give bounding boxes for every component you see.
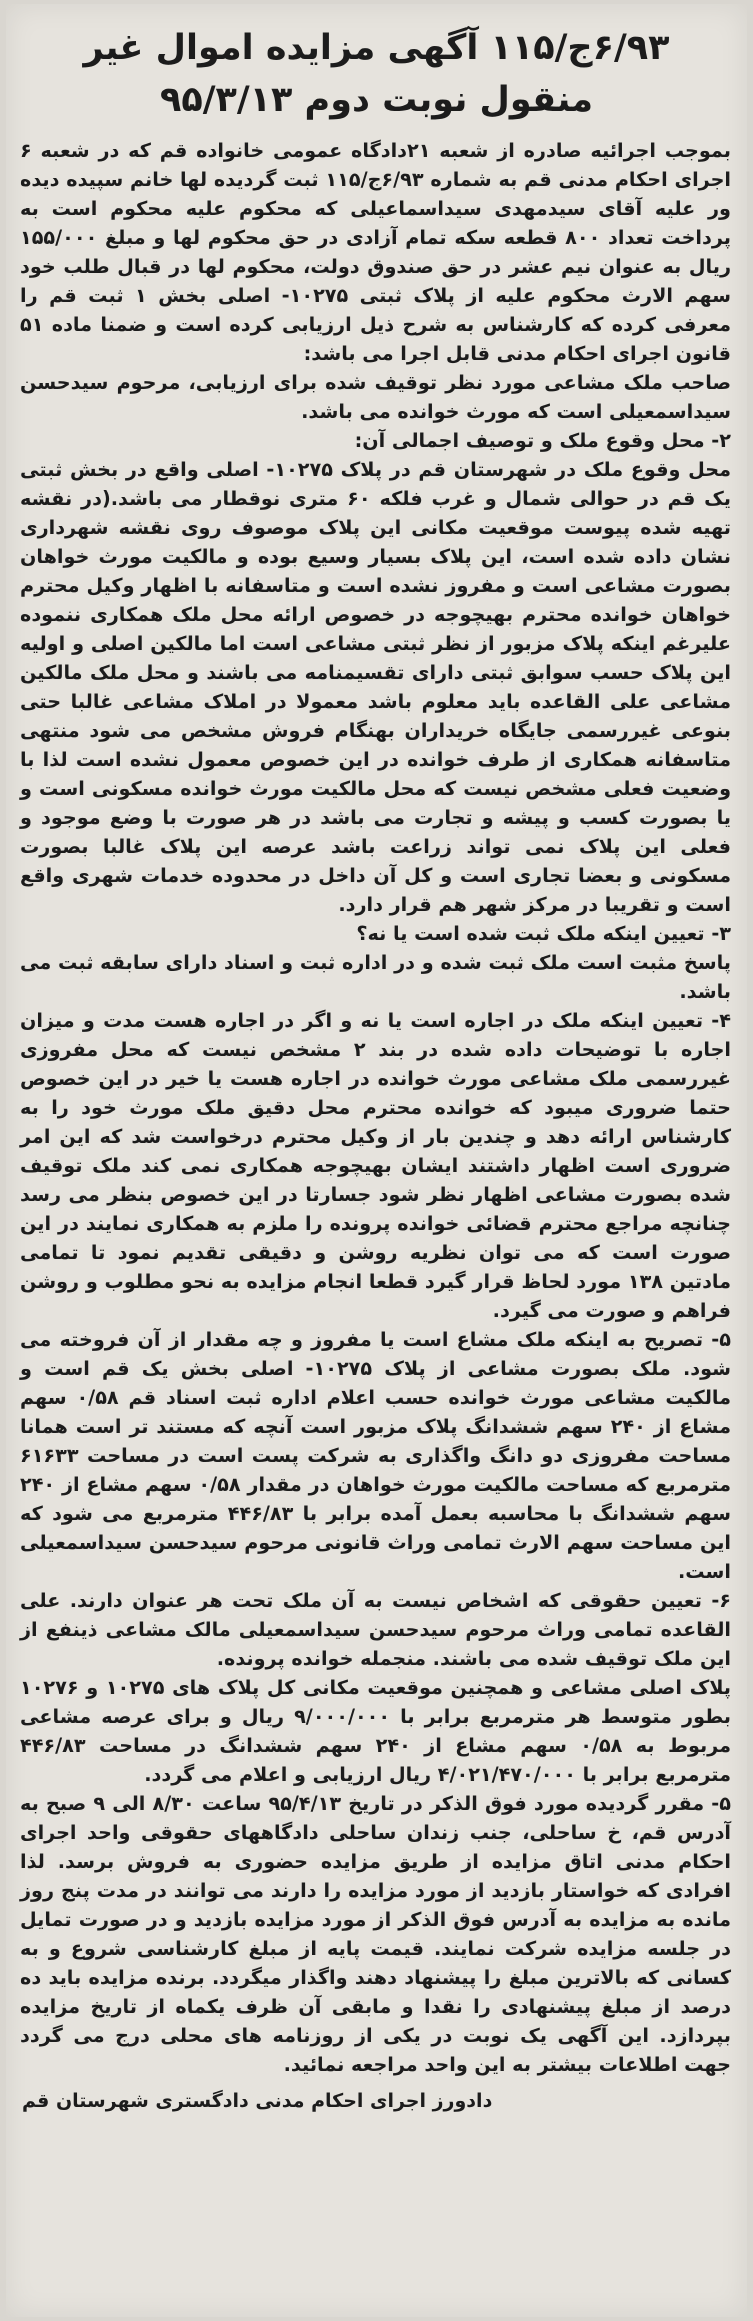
paragraph-auction: ۵- مقرر گردیده مورد فوق الذکر در تاریخ ۹۵/۴/۱۳ ساعت ۸/۳۰ الی ۹ صبح به آدرس قم، خ ساحلی، جنب زندان ساحلی دادگاههای حقوقی واحد اجرای احکام مدنی اتاق مزایده از طریق مزایده حضوری به فروش برسد. لذا افرادی که خواستار بازدید از مورد مزایده را دارند می توانند در مدت پنج روز مانده به مزایده به آدرس فوق الذکر از مورد مزایده بازدید و در صورت تمایل در جلسه مزایده شرکت نمایند. قیمت پایه از مبلغ کارشناسی شروع و به کسانی که بالاترین مبلغ را پیشنهاد دهند واگذار میگردد. برنده مزایده باید ده درصد از مبلغ پیشنهادی را نقدا و مابقی آن ظرف یکماه از تاریخ مزایده بپردازد. این آگهی یک نوبت در یکی از روزنامه های محلی درج می گردد جهت اطلاعات بیشتر به این واحد مراجعه نمائید. xyxy=(20,1792,731,2076)
paragraph-valuation: پلاک اصلی مشاعی و همچنین موقعیت مکانی کل پلاک های ۱۰۲۷۵ و ۱۰۲۷۶ بطور متوسط هر مترمربع برابر با ۹/۰۰۰/۰۰۰ ریال و برای عرصه مشاعی مربوط به ۰/۵۸ سهم مشاع از ۲۴۰ سهم ششدانگ در مساحت ۴۴۶/۸۳ مترمربع برابر با ۴/۰۲۱/۴۷۰/۰۰۰ ریال ارزیابی و اعلام می گردد. xyxy=(20,1676,731,1786)
notice-title xyxy=(20,22,733,126)
paragraph-share: ۵- تصریح به اینکه ملک مشاع است یا مفروز و چه مقدار از آن فروخته می شود. ملک بصورت مشاعی از پلاک ۱۰۲۷۵- اصلی بخش یک قم است و مالکیت مشاعی مورث خوانده حسب اعلام اداره ثبت اسناد قم ۰/۵۸ سهم مشاع از ۲۴۰ سهم ششدانگ پلاک مزبور است آنچه که مستند تر است همانا مساحت مفروزی دو دانگ واگذاری به شرکت پست است در مساحت ۶۱۶۳۳ مترمربع که مساحت مالکیت مورث خواهان در مقدار ۰/۵۸ سهم مشاع از ۲۴۰ سهم ششدانگ با محاسبه بعمل آمده برابر با ۴۴۶/۸۳ مترمربع می شود که این مساحت سهم الارث تمامی وراث قانونی مرحوم سیدحسن سیداسمعیلی است. xyxy=(20,1328,732,1583)
title-line-2: منقول نوبت دوم ۹۵/۳/۱۳ xyxy=(159,80,594,120)
notice-body xyxy=(20,136,731,2079)
signature-officer: دادورز اجرای احکام مدنی دادگستری شهرستان قم xyxy=(22,2090,493,2112)
paragraph-owner: صاحب ملک مشاعی مورد نظر توقیف شده برای ارزیابی، مرحوم سیدحسن سیداسمعیلی است که مورث خوانده می باشد. xyxy=(20,371,731,423)
newspaper-clipping xyxy=(6,4,747,2317)
paragraph-rights: ۶- تعیین حقوقی که اشخاص نیست به آن ملک تحت هر عنوان دارند. علی القاعده تمامی وراث مرحوم سیدحسن سیداسمعیلی مالک مشاعی ذینفع از این ملک توقیف شده می باشند. منجمله خوانده پرونده. xyxy=(20,1589,731,1670)
paragraph-registration: پاسخ مثبت است ملک ثبت شده و در اداره ثبت و اسناد دارای سابقه ثبت می باشد. xyxy=(20,951,731,1003)
paragraph-heading-location: ۲- محل وقوع ملک و توصیف اجمالی آن: xyxy=(354,429,731,452)
paragraph-lease: ۴- تعیین اینکه ملک در اجاره است یا نه و اگر در اجاره هست مدت و میزان اجاره با توضیحات داده شده در بند ۲ مشخص نیست که محل مفروزی غیررسمی ملک مشاعی مورث خوانده در اجاره هست یا خیر در این خصوص حتما ضروری میبود که خوانده محترم محل دقیق ملک مورث خود را به کارشناس ارائه دهد و چندین بار از وکیل محترم درخواست شد که این امر ضروری است اظهار داشتند ایشان بهیچوجه همکاری نمی کند ملک توقیف شده بصورت مشاعی اظهار نظر شود جسارتا در این خصوص بنظر می رسد چنانچه مراجع محترم قضائی خوانده پرونده را ملزم به همکاری نمایند در این صورت است که می توان نظریه روشن و دقیقی تقدیم نمود تا تمامی مادتین ۱۳۸ مورد لحاظ قرار گیرد قطعا انجام مزایده به نحو مطلوب و روشن فراهم و صورت می گیرد. xyxy=(20,1009,732,1322)
paragraph-location: محل وقوع ملک در شهرستان قم در پلاک ۱۰۲۷۵- اصلی واقع در بخش ثبتی یک قم در حوالی شمال و غرب فلکه ۶۰ متری نوقطار می باشد.(در نقشه تهیه شده پیوست موقعیت مکانی این پلاک موصوف روی نقشه شهرداری نشان داده شده است، این پلاک بسیار وسیع بوده و مالکیت مورث خواهان بصورت مشاعی است و مفروز نشده است و متاسفانه با اظهار وکیل محترم خواهان خوانده محترم بهیچوجه در خصوص ارائه محل ملک همکاری ننموده علیرغم اینکه پلاک مزبور از نظر ثبتی مشاعی است اما مالکین اصلی و اولیه این پلاک حسب سوابق ثبتی دارای تقسیمنامه می باشند و محل ملک مالکین مشاعی علی القاعده باید معلوم باشد معمولا در املاک مشاعی غالبا حتی بنوعی غیررسمی جایگاه خریداران بهنگام فروش مشخص می شود منتهی متاسفانه همکاری از طرف خوانده در این خصوص معمول نشده است لذا با وضعیت فعلی مشخص نیست که محل مالکیت مورث خوانده مسکونی است و یا بصورت کسب و پیشه و تجارت می باشد در هر صورت با وضع موجود و فعلی این پلاک نمی تواند زراعت باشد عرصه این پلاک غالبا بصورت مسکونی و بعضا تجاری است و کل آن داخل در محدوده خدمات شهری واقع است و تقریبا در مرکز شهر هم قرار دارد. xyxy=(20,458,732,916)
paragraph-intro: بموجب اجرائیه صادره از شعبه ۲۱دادگاه عمومی خانواده قم که در شعبه ۶ اجرای احکام مدنی قم به شماره ۶/۹۳ج/۱۱۵ ثبت گردیده لها خانم سپیده دیده ور علیه آقای سیدمهدی سیداسماعیلی که محکوم علیه محکوم است به پرداخت تعداد ۸۰۰ قطعه سکه تمام آزادی در حق محکوم لها و مبلغ ۱۵۵/۰۰۰ ریال به عنوان نیم عشر در حق صندوق دولت، محکوم لها در قبال طلب خود سهم الارث محکوم علیه از پلاک ثبتی ۱۰۲۷۵- اصلی بخش ۱ ثبت قم را معرفی کرده که کارشناس به شرح ذیل ارزیابی کرده است و ضمنا ماده ۵۱ قانون اجرای احکام مدنی قابل اجرا می باشد: xyxy=(20,139,731,365)
paragraph-heading-registration: ۳- تعیین اینکه ملک ثبت شده است یا نه؟ xyxy=(356,922,731,945)
title-line-1: ۶/۹۳ج/۱۱۵ آگهی مزایده اموال غیر xyxy=(83,28,670,68)
